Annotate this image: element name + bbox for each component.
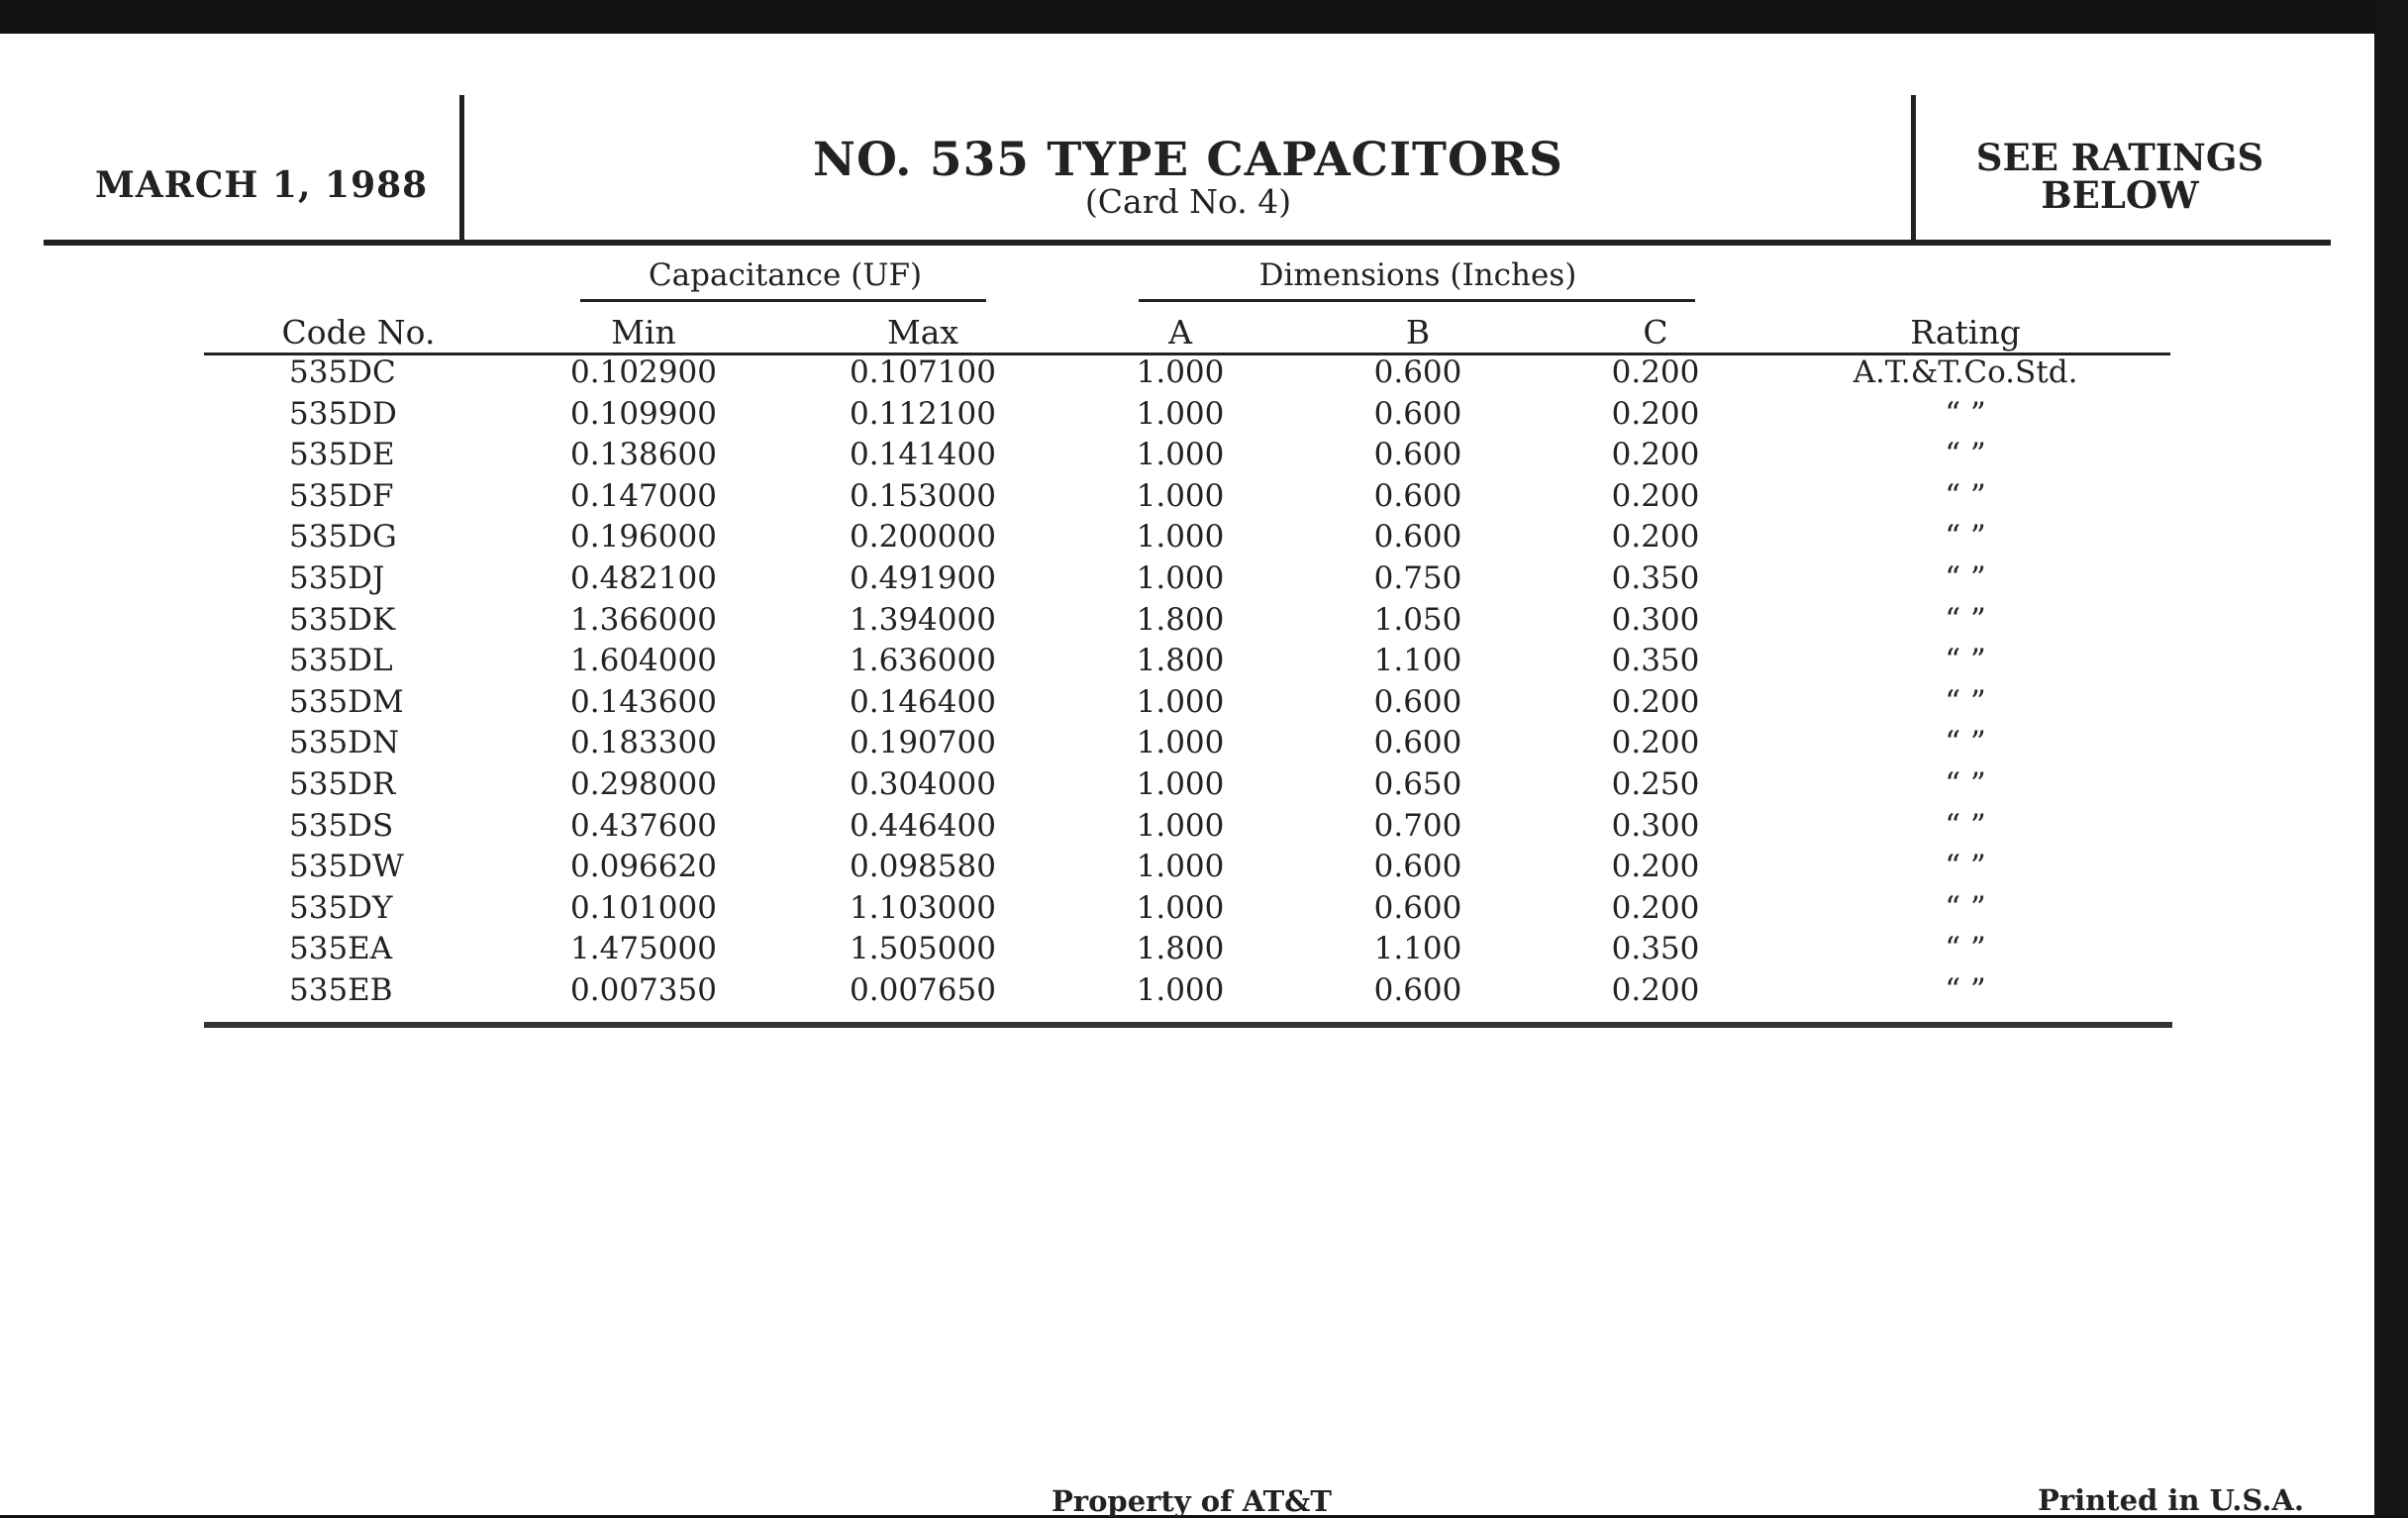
cell-c: 0.200 — [1611, 971, 1700, 1008]
cell-min: 1.604000 — [570, 643, 717, 679]
cell-c: 0.200 — [1611, 725, 1700, 761]
table-row — [0, 394, 2374, 436]
cell-b: 0.600 — [1373, 683, 1462, 720]
cell-code: 535DY — [289, 889, 393, 926]
cell-rating: “ ” — [1945, 765, 1986, 802]
cell-code: 535DR — [289, 765, 396, 802]
cell-max: 0.200000 — [850, 519, 996, 556]
cell-c: 0.200 — [1611, 437, 1700, 473]
cell-min: 0.298000 — [570, 765, 717, 802]
cell-max: 0.190700 — [850, 725, 996, 761]
dimensions-group-rule — [1139, 299, 1695, 302]
cell-c: 0.300 — [1611, 601, 1700, 638]
cell-c: 0.200 — [1611, 477, 1700, 514]
cell-rating: “ ” — [1945, 725, 1986, 761]
cell-b: 0.600 — [1373, 519, 1462, 556]
table-row — [0, 929, 2374, 970]
cell-min: 0.183300 — [570, 725, 717, 761]
cell-rating: “ ” — [1945, 683, 1986, 720]
cell-rating: “ ” — [1945, 807, 1986, 844]
col-header-b: B — [1405, 313, 1431, 352]
catalog-card — [0, 34, 2374, 1518]
cell-b: 0.700 — [1373, 807, 1462, 844]
cell-c: 0.200 — [1611, 889, 1700, 926]
capacitance-group-header: Capacitance (UF) — [648, 257, 923, 293]
cell-rating: “ ” — [1945, 395, 1986, 432]
cell-max: 1.394000 — [850, 601, 996, 638]
cell-min: 0.007350 — [570, 971, 717, 1008]
cell-b: 0.600 — [1373, 725, 1462, 761]
card-date: MARCH 1, 1988 — [95, 164, 429, 206]
cell-max: 0.446400 — [850, 807, 996, 844]
cell-code: 535DF — [289, 477, 394, 514]
table-row — [0, 847, 2374, 888]
cell-c: 0.200 — [1611, 395, 1700, 432]
cell-code: 535DW — [289, 849, 404, 885]
cell-a: 1.000 — [1136, 559, 1225, 596]
cell-rating: “ ” — [1945, 889, 1986, 926]
cell-c: 0.350 — [1611, 559, 1700, 596]
table-row — [0, 888, 2374, 930]
cell-a: 1.000 — [1136, 395, 1225, 432]
table-row — [0, 723, 2374, 764]
cell-c: 0.350 — [1611, 643, 1700, 679]
cell-a: 1.000 — [1136, 765, 1225, 802]
ratings-note-line2: BELOW — [2041, 173, 2199, 217]
cell-c: 0.200 — [1611, 683, 1700, 720]
cell-code: 535DD — [289, 395, 397, 432]
cell-c: 0.200 — [1611, 519, 1700, 556]
cell-max: 0.007650 — [850, 971, 996, 1008]
cell-b: 0.600 — [1373, 849, 1462, 885]
cell-b: 0.600 — [1373, 437, 1462, 473]
capacitor-table-body — [0, 353, 2374, 1012]
cell-min: 0.102900 — [570, 354, 717, 390]
cell-a: 1.000 — [1136, 889, 1225, 926]
cell-rating: “ ” — [1945, 971, 1986, 1008]
cell-a: 1.800 — [1136, 601, 1225, 638]
col-header-min: Min — [611, 313, 676, 352]
cell-min: 0.196000 — [570, 519, 717, 556]
cell-b: 0.600 — [1373, 477, 1462, 514]
cell-max: 0.146400 — [850, 683, 996, 720]
cell-a: 1.000 — [1136, 807, 1225, 844]
cell-code: 535DL — [289, 643, 393, 679]
cell-min: 0.437600 — [570, 807, 717, 844]
cell-b: 0.600 — [1373, 395, 1462, 432]
cell-max: 0.112100 — [850, 395, 996, 432]
cell-rating: “ ” — [1945, 437, 1986, 473]
property-notice: Property of AT&T — [1052, 1484, 1332, 1518]
cell-min: 0.143600 — [570, 683, 717, 720]
cell-c: 0.200 — [1611, 849, 1700, 885]
cell-max: 1.636000 — [850, 643, 996, 679]
cell-min: 0.109900 — [570, 395, 717, 432]
cell-min: 0.101000 — [570, 889, 717, 926]
cell-b: 1.100 — [1373, 931, 1462, 967]
cell-a: 1.000 — [1136, 683, 1225, 720]
col-header-rating: Rating — [1910, 313, 2021, 352]
scan-top-border — [0, 0, 2408, 34]
cell-a: 1.800 — [1136, 643, 1225, 679]
cell-rating: “ ” — [1945, 601, 1986, 638]
cell-min: 0.138600 — [570, 437, 717, 473]
capacitance-group-rule — [580, 299, 986, 302]
cell-c: 0.300 — [1611, 807, 1700, 844]
dimensions-group-header: Dimensions (Inches) — [1258, 257, 1577, 293]
cell-a: 1.000 — [1136, 477, 1225, 514]
col-header-a: A — [1168, 313, 1192, 352]
cell-a: 1.000 — [1136, 849, 1225, 885]
cell-rating: “ ” — [1945, 931, 1986, 967]
header-divider-left — [459, 95, 464, 244]
cell-max: 0.491900 — [850, 559, 996, 596]
printed-notice: Printed in U.S.A. — [2038, 1483, 2304, 1517]
cell-code: 535DS — [289, 807, 394, 844]
cell-a: 1.000 — [1136, 519, 1225, 556]
cell-max: 0.153000 — [850, 477, 996, 514]
cell-min: 0.482100 — [570, 559, 717, 596]
cell-b: 1.100 — [1373, 643, 1462, 679]
cell-b: 1.050 — [1373, 601, 1462, 638]
cell-c: 0.200 — [1611, 354, 1700, 390]
cell-b: 0.600 — [1373, 889, 1462, 926]
scan-right-border — [2374, 0, 2408, 1515]
cell-code: 535DE — [289, 437, 395, 473]
col-header-max: Max — [886, 313, 959, 352]
cell-a: 1.000 — [1136, 725, 1225, 761]
cell-b: 0.600 — [1373, 971, 1462, 1008]
table-row — [0, 435, 2374, 476]
cell-code: 535DC — [289, 354, 396, 390]
table-row — [0, 600, 2374, 642]
cell-code: 535DN — [289, 725, 400, 761]
cell-min: 0.147000 — [570, 477, 717, 514]
cell-code: 535DM — [289, 683, 404, 720]
cell-max: 0.304000 — [850, 765, 996, 802]
cell-max: 0.107100 — [850, 354, 996, 390]
cell-code: 535DJ — [289, 559, 385, 596]
ratings-note — [1917, 136, 2323, 217]
header-divider-right — [1911, 95, 1916, 244]
cell-code: 535DG — [289, 519, 397, 556]
card-title: NO. 535 TYPE CAPACITORS — [813, 133, 1563, 187]
cell-a: 1.000 — [1136, 971, 1225, 1008]
cell-a: 1.000 — [1136, 354, 1225, 390]
cell-code: 535DK — [289, 601, 396, 638]
cell-min: 1.475000 — [570, 931, 717, 967]
cell-max: 1.505000 — [850, 931, 996, 967]
table-row — [0, 476, 2374, 518]
table-bottom-rule — [204, 1022, 2172, 1028]
table-row — [0, 517, 2374, 558]
cell-c: 0.250 — [1611, 765, 1700, 802]
cell-code: 535EB — [289, 971, 393, 1008]
cell-rating: “ ” — [1945, 519, 1986, 556]
cell-b: 0.600 — [1373, 354, 1462, 390]
table-row — [0, 641, 2374, 682]
table-row — [0, 558, 2374, 600]
cell-rating: “ ” — [1945, 559, 1986, 596]
cell-max: 0.141400 — [850, 437, 996, 473]
table-row — [0, 806, 2374, 848]
cell-rating: “ ” — [1945, 643, 1986, 679]
header-rule — [44, 240, 2331, 246]
table-row — [0, 353, 2374, 394]
cell-max: 1.103000 — [850, 889, 996, 926]
cell-a: 1.000 — [1136, 437, 1225, 473]
card-subtitle: (Card No. 4) — [1084, 182, 1292, 221]
col-header-code: Code No. — [281, 313, 436, 352]
cell-min: 1.366000 — [570, 601, 717, 638]
cell-b: 0.650 — [1373, 765, 1462, 802]
col-header-c: C — [1643, 313, 1668, 352]
cell-rating: “ ” — [1945, 849, 1986, 885]
cell-code: 535EA — [289, 931, 393, 967]
cell-b: 0.750 — [1373, 559, 1462, 596]
table-row — [0, 682, 2374, 724]
table-row — [0, 764, 2374, 806]
cell-min: 0.096620 — [570, 849, 717, 885]
ratings-note-line1: SEE RATINGS — [1975, 136, 2264, 179]
cell-c: 0.350 — [1611, 931, 1700, 967]
cell-rating: “ ” — [1945, 477, 1986, 514]
cell-max: 0.098580 — [850, 849, 996, 885]
cell-rating: A.T.&T.Co.Std. — [1853, 354, 2078, 390]
table-row — [0, 970, 2374, 1012]
cell-a: 1.800 — [1136, 931, 1225, 967]
